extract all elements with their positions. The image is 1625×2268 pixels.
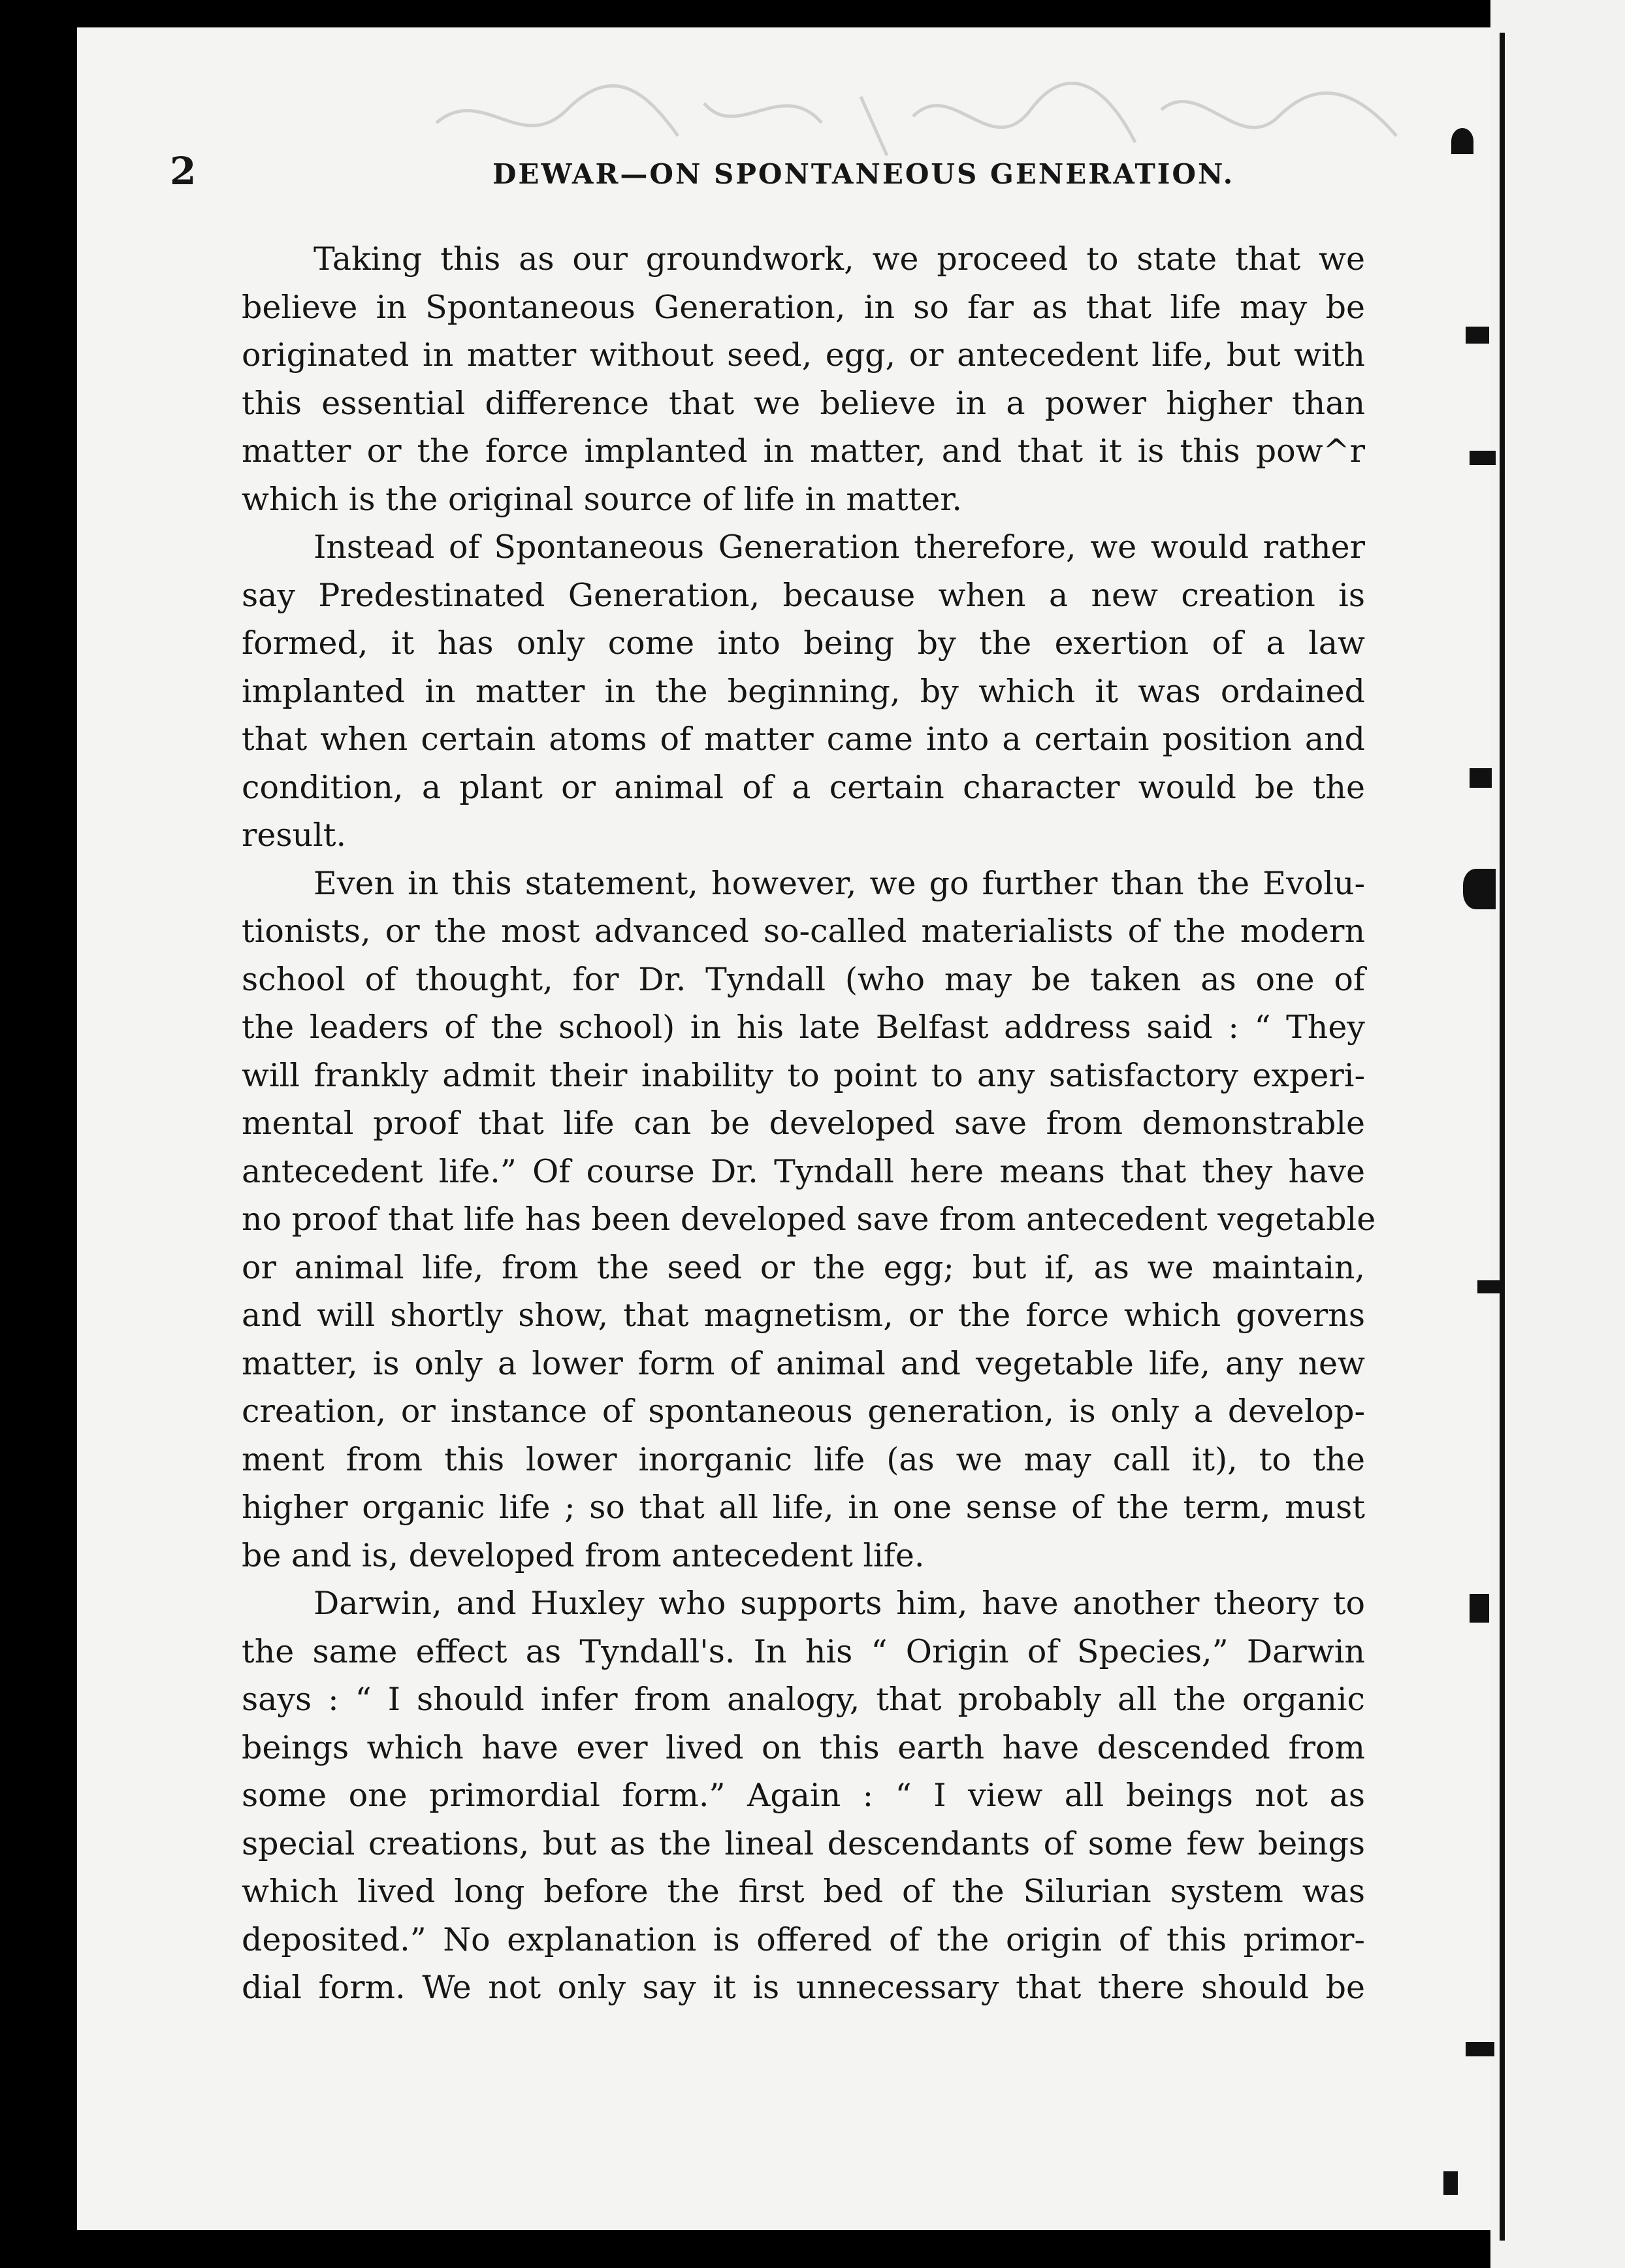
text-line: be and is, developed from antecedent life. [242, 1536, 925, 1574]
text-line: mental proof that life can be developed save from demonstrable [242, 1105, 1365, 1142]
text-line: matter or the force implanted in matter, and that it is this pow^r [242, 432, 1365, 470]
binding-edge-rule [1500, 33, 1505, 2241]
text-line: formed, it has only come into being by the exertion of a law [242, 624, 1365, 662]
text-line: say Predestinated Generation, because when a new creation is [242, 576, 1365, 614]
text-line: beings which have ever lived on this earth have descended from [242, 1728, 1365, 1766]
binding-mark [1443, 2171, 1458, 2195]
text-line: or animal life, from the seed or the egg; but if, as we maintain, [242, 1248, 1365, 1286]
text-line: the same effect as Tyndall's. In his “ Origin of Species,” Darwin [242, 1632, 1365, 1670]
text-line: ment from this lower inorganic life (as we may call it), to the [242, 1440, 1365, 1478]
paragraph [242, 523, 1365, 860]
text-line: and will shortly show, that magnetism, or the force which governs [242, 1297, 1365, 1334]
binding-mark [1466, 2042, 1494, 2056]
running-head: DEWAR—ON SPONTANEOUS GENERATION. [492, 158, 1235, 190]
paragraph [242, 860, 1376, 1580]
binding-mark [1451, 128, 1473, 154]
text-line: Darwin, and Huxley who supports him, have another theory to [314, 1585, 1365, 1622]
text-line: this essential difference that we believe in a power higher than [242, 384, 1365, 422]
text-line: Even in this statement, however, we go further than the Evolu- [314, 864, 1365, 902]
binding-mark [1470, 451, 1496, 465]
text-line: condition, a plant or animal of a certain character would be the [242, 768, 1365, 806]
text-line: says : “ I should infer from analogy, that probably all the organic [242, 1681, 1365, 1718]
text-line: the leaders of the school) in his late Belfast address said : “ They [242, 1009, 1365, 1046]
text-line: matter, is only a lower form of animal and vegetable life, any new [242, 1344, 1365, 1382]
page-header [170, 149, 1385, 208]
text-line: will frankly admit their inability to point to any satisfactory experi- [242, 1056, 1365, 1094]
paragraph [242, 235, 1365, 523]
text-line: which is the original source of life in matter. [242, 480, 963, 518]
text-line: special creations, but as the lineal descendants of some few beings [242, 1824, 1365, 1862]
text-line: creation, or instance of spontaneous generation, is only a develop- [242, 1393, 1365, 1430]
text-line: some one primordial form.” Again : “ I view all beings not as [242, 1777, 1365, 1814]
binding-mark [1470, 1594, 1489, 1623]
binding-mark [1463, 869, 1496, 909]
text-line: which lived long before the first bed of the Silurian system was [242, 1873, 1365, 1910]
binding-mark [1466, 327, 1489, 344]
text-line: Taking this as our groundwork, we proceed to state that we [314, 240, 1365, 278]
text-line: deposited.” No explanation is offered of the origin of this primor- [242, 1920, 1365, 1958]
text-line: antecedent life.” Of course Dr. Tyndall here means that they have [242, 1152, 1365, 1190]
text-line: school of thought, for Dr. Tyndall (who may be taken as one of [242, 960, 1365, 998]
text-line: that when certain atoms of matter came into a certain position and [242, 721, 1365, 758]
text-line: result. [242, 817, 347, 854]
text-line: believe in Spontaneous Generation, in so far as that life may be [242, 288, 1365, 326]
text-line: originated in matter without seed, egg, or antecedent life, but with [242, 336, 1365, 374]
binding-gutter [1490, 0, 1625, 2268]
text-line: tionists, or the most advanced so-called materialists of the modern [242, 913, 1365, 950]
text-line: implanted in matter in the beginning, by which it was ordained [242, 672, 1365, 710]
text-line: higher organic life ; so that all life, in one sense of the term, must [242, 1489, 1365, 1526]
binding-mark [1477, 1280, 1500, 1293]
text-line: no proof that life has been developed save from antecedent vegetable [242, 1201, 1376, 1238]
text-line: dial form. We not only say it is unnecessary that there should be [242, 1969, 1365, 2006]
paragraph [242, 1580, 1365, 2012]
page-number: 2 [170, 149, 197, 193]
body-text [242, 235, 1376, 2012]
text-line: Instead of Spontaneous Generation therefore, we would rather [314, 528, 1365, 566]
binding-mark [1470, 768, 1492, 788]
